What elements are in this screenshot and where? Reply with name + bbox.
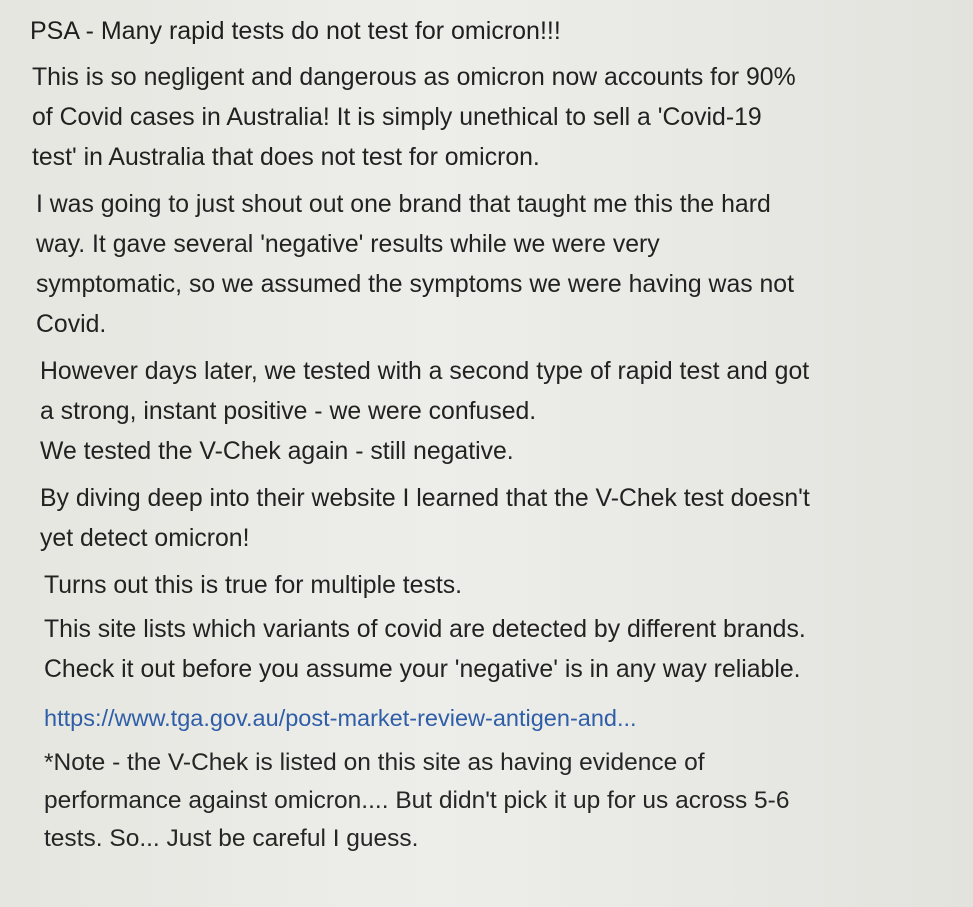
tga-link[interactable]: https://www.tga.gov.au/post-market-review-antigen-and... (44, 705, 637, 731)
paragraph-line: Turns out this is true for multiple tests. (44, 572, 463, 599)
paragraph-line: I was going to just shout out one brand that taught me this the hard (36, 191, 771, 218)
paragraph-site-lists (30, 610, 953, 690)
paragraph-line: Covid. (36, 311, 107, 338)
paragraph-line: symptomatic, so we assumed the symptoms we were having was not (36, 271, 794, 298)
paragraph-second-test (30, 352, 953, 472)
paragraph-line: test' in Australia that does not test for omicron. (32, 144, 540, 171)
paragraph-line: However days later, we tested with a second type of rapid test and got (40, 358, 810, 385)
paragraph-line: a strong, instant positive - we were confused. (40, 398, 537, 425)
note-line: *Note - the V-Chek is listed on this site as having evidence of (44, 749, 705, 776)
note-line: performance against omicron.... But didn't pick it up for us across 5-6 (44, 787, 790, 814)
paragraph-line: Check it out before you assume your 'negative' is in any way reliable. (44, 656, 801, 683)
paragraph-line: We tested the V-Chek again - still negative. (40, 438, 514, 465)
paragraph-brand-story (30, 185, 953, 345)
paragraph-line: way. It gave several 'negative' results while we were very (36, 231, 660, 258)
paragraph-line: yet detect omicron! (40, 525, 250, 552)
note-line: tests. So... Just be careful I guess. (44, 825, 419, 852)
paragraph-line: This site lists which variants of covid are detected by different brands. (44, 616, 806, 643)
paragraph-website-finding (30, 479, 953, 559)
paragraph-omicron-share (30, 58, 953, 178)
paragraph-line: By diving deep into their website I learned that the V-Chek test doesn't (40, 485, 810, 512)
paragraph-line: This is so negligent and dangerous as omicron now accounts for 90% (32, 64, 796, 91)
paragraph-line: of Covid cases in Australia! It is simply unethical to sell a 'Covid-19 (32, 104, 762, 131)
paragraph-multiple-tests (30, 566, 953, 606)
post-title: PSA - Many rapid tests do not test for omicron!!! (30, 17, 561, 45)
note-paragraph (30, 744, 953, 858)
